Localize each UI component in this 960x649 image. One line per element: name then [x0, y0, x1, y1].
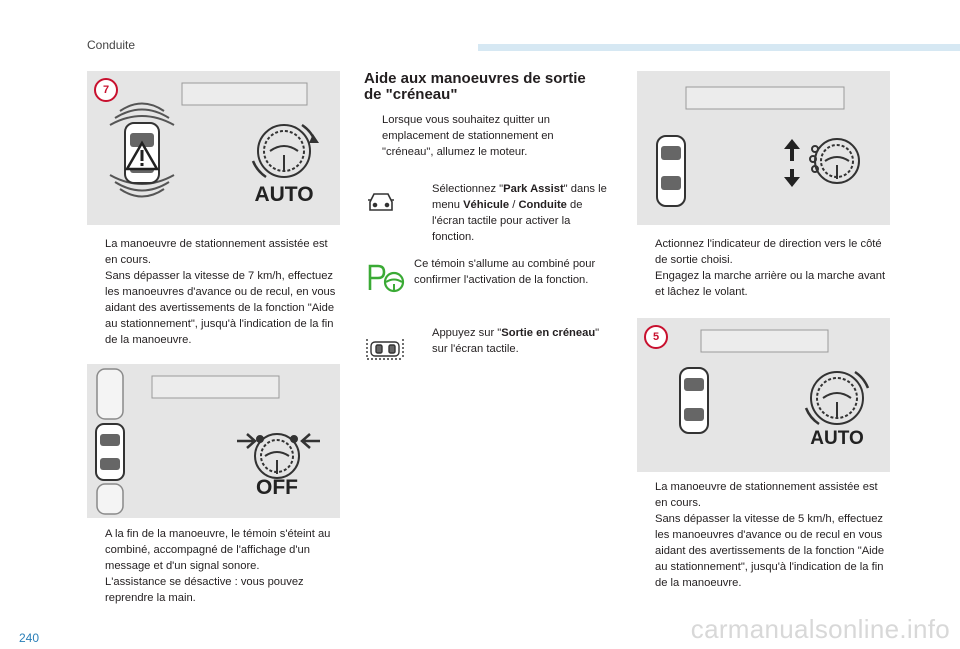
illustration-auto-exit — [637, 318, 890, 472]
illustration-auto-park — [87, 71, 340, 225]
step-1-paragraph — [414, 181, 610, 245]
display-auto-text: AUTO — [254, 183, 314, 206]
bullet-icon — [637, 268, 655, 300]
direction-arrows-icon — [784, 139, 800, 187]
section-title: Aide aux manoeuvres de sortie de "créneau" — [364, 70, 586, 103]
section-label: Conduite — [87, 38, 136, 52]
text-line: Engagez la marche arrière ou la marche avant et lâchez le volant. — [655, 270, 886, 298]
callout-7: 7 — [94, 78, 118, 102]
step-3-text: Appuyez sur "Sortie en créneau" sur l'écran tactile. — [432, 327, 600, 355]
text-line: L'assistance se désactive : vous pouvez reprendre la main. — [105, 576, 304, 604]
intro-paragraph — [364, 112, 604, 160]
display-off-text: OFF — [256, 476, 298, 499]
left-paragraph-2 — [87, 526, 342, 606]
car-front-icon — [366, 190, 396, 214]
step-2-paragraph — [414, 256, 614, 288]
right-paragraph-2 — [637, 479, 892, 591]
bullet-icon — [637, 236, 655, 268]
bullet-icon — [87, 236, 105, 348]
watermark: carmanualsonline.info — [690, 614, 950, 644]
steering-wheel-icon — [253, 125, 319, 177]
bullet-icon — [637, 479, 655, 591]
steering-wheel-icon — [810, 139, 859, 183]
intro-text: Lorsque vous souhaitez quitter un emplacement de stationnement en "créneau", allumez le moteur. — [382, 114, 554, 158]
text-line: La manoeuvre de stationnement assistée est en cours. — [105, 238, 328, 266]
steering-wheel-icon — [237, 434, 320, 478]
illustration-park-off — [87, 364, 340, 518]
parallel-exit-icon — [365, 337, 405, 361]
text-line: Sans dépasser la vitesse de 5 km/h, effectuez les manoeuvres d'avance ou de recul en vous aidant des avertissements de la fonction "Aide au stationnement", jusqu'à l'indication de la fin de la manoeuvre. — [655, 513, 885, 589]
right-paragraph-1 — [637, 236, 892, 300]
bullet-icon — [414, 181, 432, 245]
page-number: 240 — [19, 631, 40, 645]
step-1-text: Sélectionnez "Park Assist" dans le menu Véhicule / Conduite de l'écran tactile pour activer la fonction. — [432, 183, 607, 243]
step-3-paragraph — [414, 325, 610, 357]
car-top-icon — [680, 368, 708, 433]
bullet-icon — [87, 526, 105, 606]
bullet-icon — [414, 325, 432, 357]
left-paragraph-1 — [87, 236, 342, 348]
step-2-text: Ce témoin s'allume au combiné pour confirmer l'activation de la fonction. — [414, 258, 596, 286]
header-bar — [478, 44, 960, 51]
text-line: Sans dépasser la vitesse de 7 km/h, effectuez les manoeuvres d'avance ou de recul, en vous aidant des avertissements de la fonction "Aide au stationnement", jusqu'à l'indication de la fin de la manoeuvre. — [105, 270, 336, 346]
callout-5: 5 — [644, 325, 668, 349]
display-auto-text: AUTO — [810, 428, 864, 449]
car-top-icon — [657, 136, 685, 206]
text-line: Actionnez l'indicateur de direction vers le côté de sortie choisi. — [655, 238, 882, 266]
steering-wheel-icon — [806, 372, 868, 424]
text-line: La manoeuvre de stationnement assistée est en cours. — [655, 481, 878, 509]
illustration-exit-arrows — [637, 71, 890, 225]
car-top-icon — [96, 424, 124, 480]
parking-steering-icon — [366, 262, 406, 294]
text-line: A la fin de la manoeuvre, le témoin s'éteint au combiné, accompagné de l'affichage d'un message et d'un signal sonore. — [105, 528, 331, 572]
bullet-icon — [364, 112, 382, 160]
